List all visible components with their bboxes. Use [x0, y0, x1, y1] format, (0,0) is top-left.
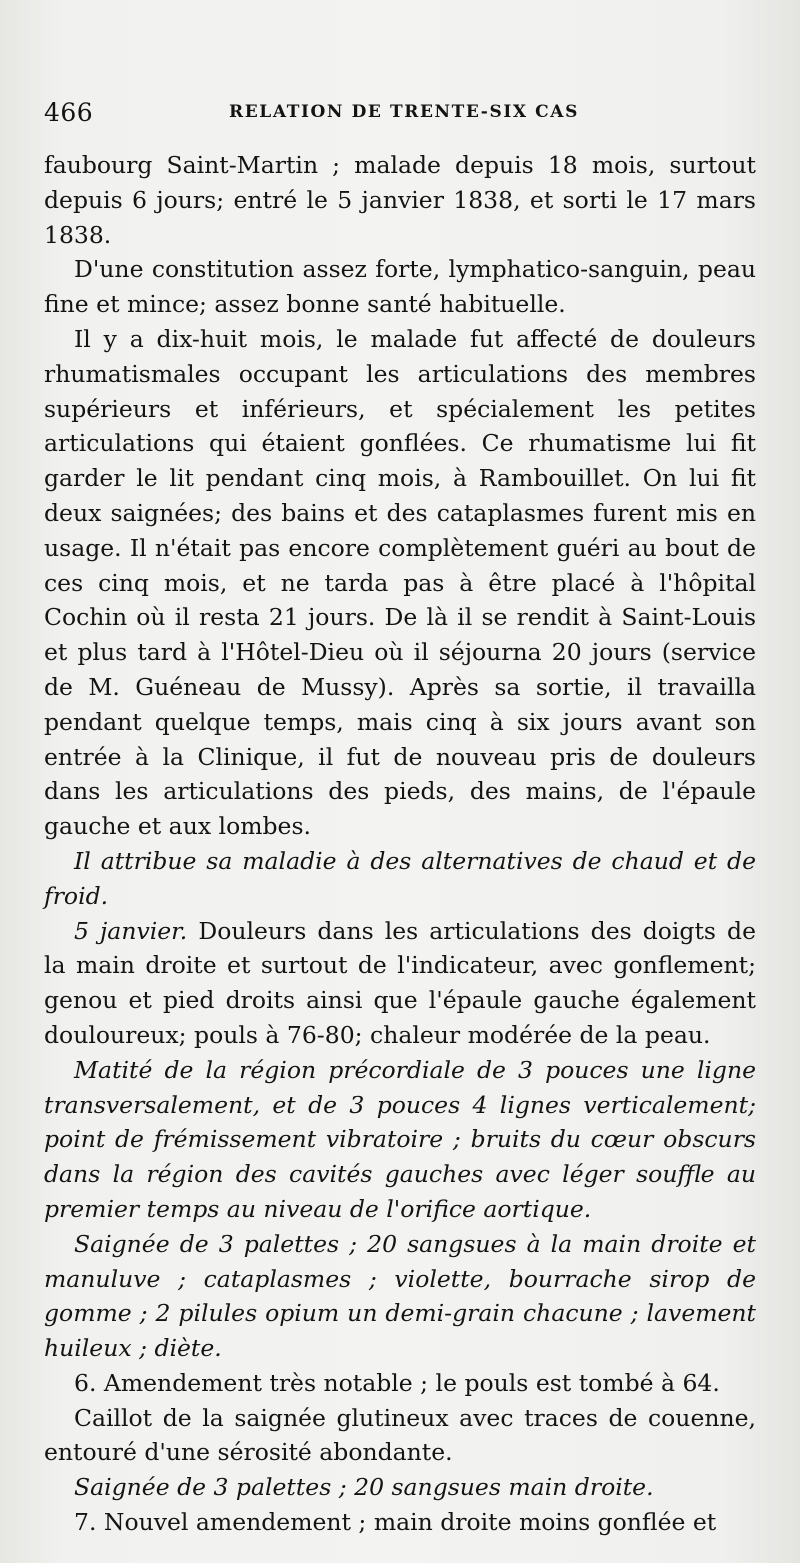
paragraph: 7. Nouvel amendement ; main droite moins gonflée et — [74, 1508, 717, 1537]
paragraph: 6. Amendement très notable ; le pouls est tombé à 64. — [74, 1368, 720, 1397]
paragraph: Saignée de 3 palettes ; 20 sangsues à la main droite et manuluve ; cataplasmes ; violette, bourrache sirop de gomme ; 2 pilules opium un demi-grain chacune ; lavement huileux ; diète. — [44, 1229, 756, 1363]
body-text — [44, 148, 756, 1540]
paragraph: Caillot de la saignée glutineux avec traces de couenne, entouré d'une sérosité abondante. — [44, 1403, 756, 1467]
paragraph: D'une constitution assez forte, lymphatico-sanguin, peau fine et mince; assez bonne santé habituelle. — [44, 255, 756, 319]
running-head: RELATION DE TRENTE-SIX CAS — [229, 102, 579, 122]
paragraph: Il y a dix-huit mois, le malade fut affecté de douleurs rhumatismales occupant les articulations des membres supérieurs et inférieurs, et spécialement les petites articulations qui étaient gonflées. Ce rhumatisme lui fit garder le lit pendant cinq mois, à Rambouillet. On lui fit deux saignées; des bains et des cataplasmes furent mis en usage. Il n'était pas encore complètement guéri au bout de ces cinq mois, et ne tarda pas à être placé à l'hôpital Cochin où il resta 21 jours. De là il se rendit à Saint-Louis et plus tard à l'Hôtel-Dieu où il séjourna 20 jours (service de M. Guéneau de Mussy). Après sa sortie, il travailla pendant quelque temps, mais cinq à six jours avant son entrée à la Clinique, il fut de nouveau pris de douleurs dans les articulations des pieds, des mains, de l'épaule gauche et aux lombes. — [44, 324, 756, 841]
paragraph-text: Douleurs dans les articulations des doigts de la main droite et surtout de l'indicateur, avec gonflement; genou et pied droits ainsi que l'épaule gauche également douloureux; pouls à 76-80; chaleur modérée de la peau. — [44, 916, 756, 1049]
paragraph: Saignée de 3 palettes ; 20 sangsues main droite. — [74, 1473, 654, 1502]
paragraph: faubourg Saint-Martin ; malade depuis 18 mois, surtout depuis 6 jours; entré le 5 janvier 1838, et sorti le 17 mars 1838. — [44, 151, 756, 249]
paragraph: Il attribue sa maladie à des alternatives de chaud et de froid. — [44, 846, 756, 910]
paragraph — [44, 914, 756, 1053]
page-header — [44, 98, 754, 128]
page-number: 466 — [44, 98, 94, 127]
paragraph: Matité de la région précordiale de 3 pouces une ligne transversalement, et de 3 pouces 4 lignes verticalement; point de frémissement vibratoire ; bruits du cœur obscurs dans la région des cavités gauches avec léger souffle au premier temps au niveau de l'orifice aortique. — [44, 1055, 756, 1223]
date-label: 5 janvier. — [74, 916, 188, 945]
